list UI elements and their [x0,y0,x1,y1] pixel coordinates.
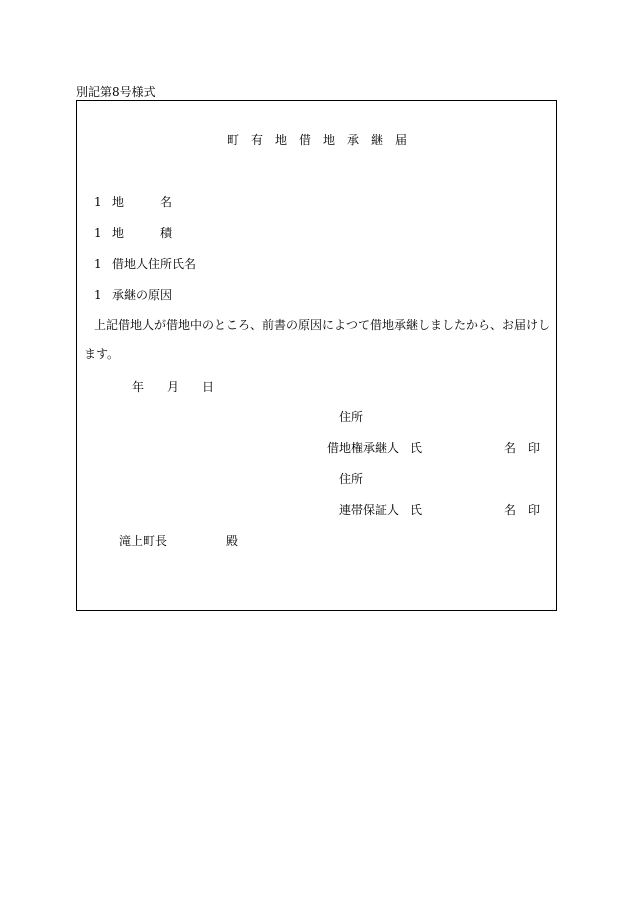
item-number: 1 [94,288,102,302]
item-number: 1 [94,226,102,240]
successor-name-label: 名 [504,441,517,455]
item-number: 1 [94,195,102,209]
statement-text: 上記借地人が借地中のところ、前書の原因によつて借地承継しましたから、お届けします。 [84,318,551,361]
addressee-name: 滝上町長 [119,534,168,548]
item-number: 1 [94,257,102,271]
guarantor-seal-label: 印 [528,503,541,517]
successor-seal-label: 印 [528,441,541,455]
successor-address-label: 住所 [339,410,364,424]
lessee-label: 借地人住所氏名 [112,257,197,271]
guarantor-name-label: 名 [504,503,517,517]
guarantor-surname-label: 氏 [410,503,423,517]
form-title: 町有地借地承継届 [227,133,420,147]
form-number: 別記第8号様式 [76,85,156,99]
land-area-label: 地 積 [112,226,173,240]
date-month: 月 [167,380,180,394]
land-name-label: 地 名 [112,195,173,209]
guarantor-role-label: 連帯保証人 [339,503,400,517]
date-day: 日 [202,380,215,394]
reason-label: 承継の原因 [112,288,173,302]
successor-role-label: 借地権承継人 [327,441,400,455]
addressee-honorific: 殿 [226,534,239,548]
guarantor-address-label: 住所 [339,472,364,486]
date-year: 年 [132,380,145,394]
successor-surname-label: 氏 [410,441,423,455]
